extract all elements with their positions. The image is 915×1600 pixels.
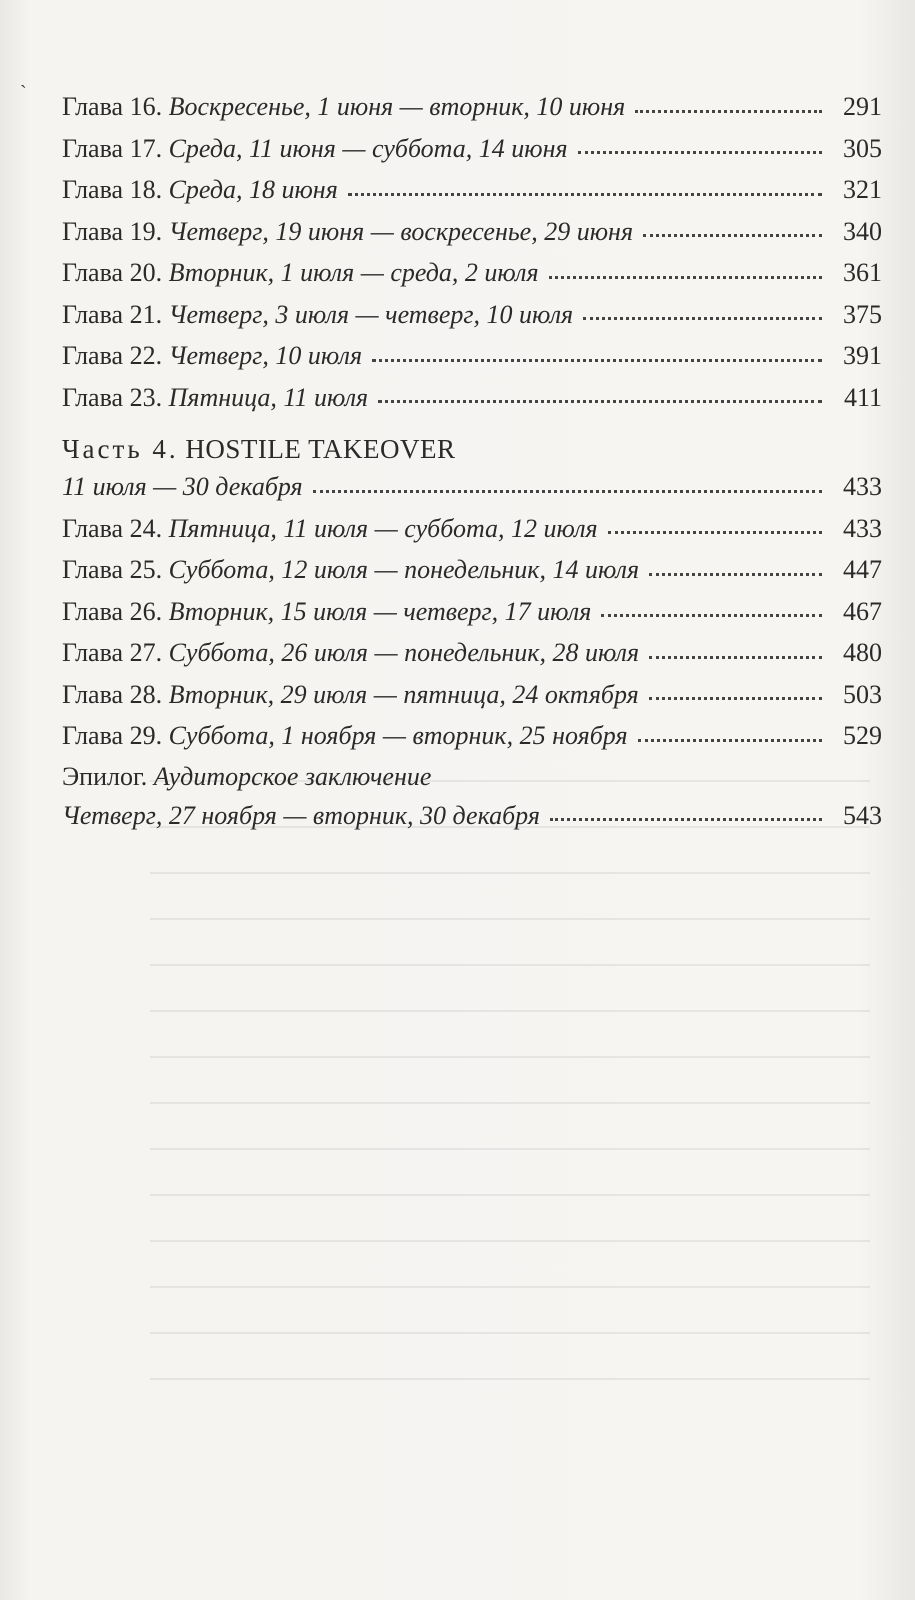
bleed-through-text: [150, 780, 870, 1470]
part-heading: [62, 432, 882, 466]
toc-entry: [62, 674, 882, 716]
toc-entry: [62, 549, 882, 591]
chapter-number: Глава 29.: [62, 721, 163, 750]
toc-entry: [62, 128, 882, 170]
page-number: 305: [843, 133, 882, 163]
leader-dots: [635, 110, 822, 113]
leader-dots: [649, 573, 822, 576]
epilogue-label: Эпилог.: [62, 761, 148, 791]
chapter-title: Суббота, 1 ноября — вторник, 25 ноября: [168, 721, 628, 750]
chapter-title: Вторник, 15 июля — четверг, 17 июля: [168, 596, 592, 626]
part-dates: 11 июля — 30 декабря: [62, 472, 303, 501]
chapter-title: Суббота, 12 июля — понедельник, 14 июля: [168, 555, 640, 584]
toc-entry: [62, 508, 882, 550]
toc-entry: [62, 591, 882, 633]
chapter-number: Глава 28.: [62, 679, 163, 709]
page-number: 543: [843, 800, 882, 830]
toc-entry: [62, 169, 882, 211]
chapter-title: Пятница, 11 июля — суббота, 12 июля: [168, 513, 598, 543]
chapter-title: Вторник, 1 июля — среда, 2 июля: [168, 258, 539, 287]
page-number: 433: [843, 513, 882, 543]
chapter-number: Глава 20.: [62, 258, 163, 287]
leader-dots: [348, 193, 822, 196]
page-number: 529: [843, 721, 882, 750]
leader-dots: [578, 151, 822, 154]
page-number: 291: [843, 92, 882, 121]
toc-entry: [62, 335, 882, 377]
chapter-list-part3: [62, 86, 882, 418]
part-label: Часть 4.: [62, 434, 179, 464]
chapter-number: Глава 17.: [62, 133, 163, 163]
page-number: 503: [843, 679, 882, 709]
chapter-title: Четверг, 19 июня — воскресенье, 29 июня: [168, 216, 634, 246]
chapter-number: Глава 24.: [62, 513, 163, 543]
toc-entry: [62, 211, 882, 253]
leader-dots: [313, 490, 822, 493]
page-mark-icon: ˋ: [20, 82, 27, 104]
leader-dots: [549, 276, 822, 279]
leader-dots: [649, 697, 822, 700]
page-number: 361: [843, 258, 882, 287]
chapter-number: Глава 27.: [62, 638, 163, 667]
leader-dots: [601, 614, 822, 617]
leader-dots: [608, 531, 822, 534]
toc-entry: [62, 377, 882, 419]
page-number: 433: [843, 472, 882, 501]
chapter-title: Вторник, 29 июля — пятница, 24 октября: [168, 679, 639, 709]
chapter-number: Глава 26.: [62, 596, 163, 626]
chapter-title: Воскресенье, 1 июня — вторник, 10 июня: [168, 92, 626, 121]
epilogue-dates: Четверг, 27 ноября — вторник, 30 декабря: [62, 800, 540, 830]
chapter-title: Четверг, 3 июля — четверг, 10 июля: [168, 299, 574, 329]
leader-dots: [583, 317, 822, 320]
chapter-title: Среда, 11 июня — суббота, 14 июня: [168, 133, 568, 163]
page-number: 375: [843, 299, 882, 329]
page-number: 391: [843, 341, 882, 370]
chapter-number: Глава 16.: [62, 92, 163, 121]
page-number: 340: [843, 216, 882, 246]
chapter-title: Среда, 18 июня: [168, 175, 338, 204]
toc-entry: [62, 632, 882, 674]
toc-entry: [62, 86, 882, 128]
page-number: 480: [843, 638, 882, 667]
toc-entry: [62, 252, 882, 294]
table-of-contents: [62, 86, 882, 836]
chapter-list-part4: [62, 508, 882, 757]
chapter-number: Глава 18.: [62, 175, 163, 204]
toc-entry: [62, 715, 882, 757]
epilogue-title: Аудиторское заключение: [153, 761, 432, 791]
page-number: 411: [843, 382, 882, 412]
leader-dots: [372, 359, 822, 362]
leader-dots: [638, 739, 822, 742]
leader-dots: [550, 818, 822, 821]
chapter-title: Пятница, 11 июля: [168, 382, 369, 412]
chapter-title: Суббота, 26 июля — понедельник, 28 июля: [168, 638, 640, 667]
chapter-number: Глава 19.: [62, 216, 163, 246]
toc-entry-epilogue: [62, 795, 882, 837]
toc-entry: [62, 294, 882, 336]
part-title: HOSTILE TAKEOVER: [185, 434, 456, 464]
chapter-number: Глава 22.: [62, 341, 163, 370]
chapter-title: Четверг, 10 июля: [168, 341, 363, 370]
page-number: 467: [843, 596, 882, 626]
chapter-number: Глава 23.: [62, 382, 163, 412]
leader-dots: [649, 656, 822, 659]
chapter-number: Глава 21.: [62, 299, 163, 329]
chapter-number: Глава 25.: [62, 555, 163, 584]
toc-entry-part: [62, 466, 882, 508]
page-number: 321: [843, 175, 882, 204]
leader-dots: [378, 400, 822, 403]
leader-dots: [643, 234, 822, 237]
epilogue-heading: [62, 759, 882, 795]
page-number: 447: [843, 555, 882, 584]
